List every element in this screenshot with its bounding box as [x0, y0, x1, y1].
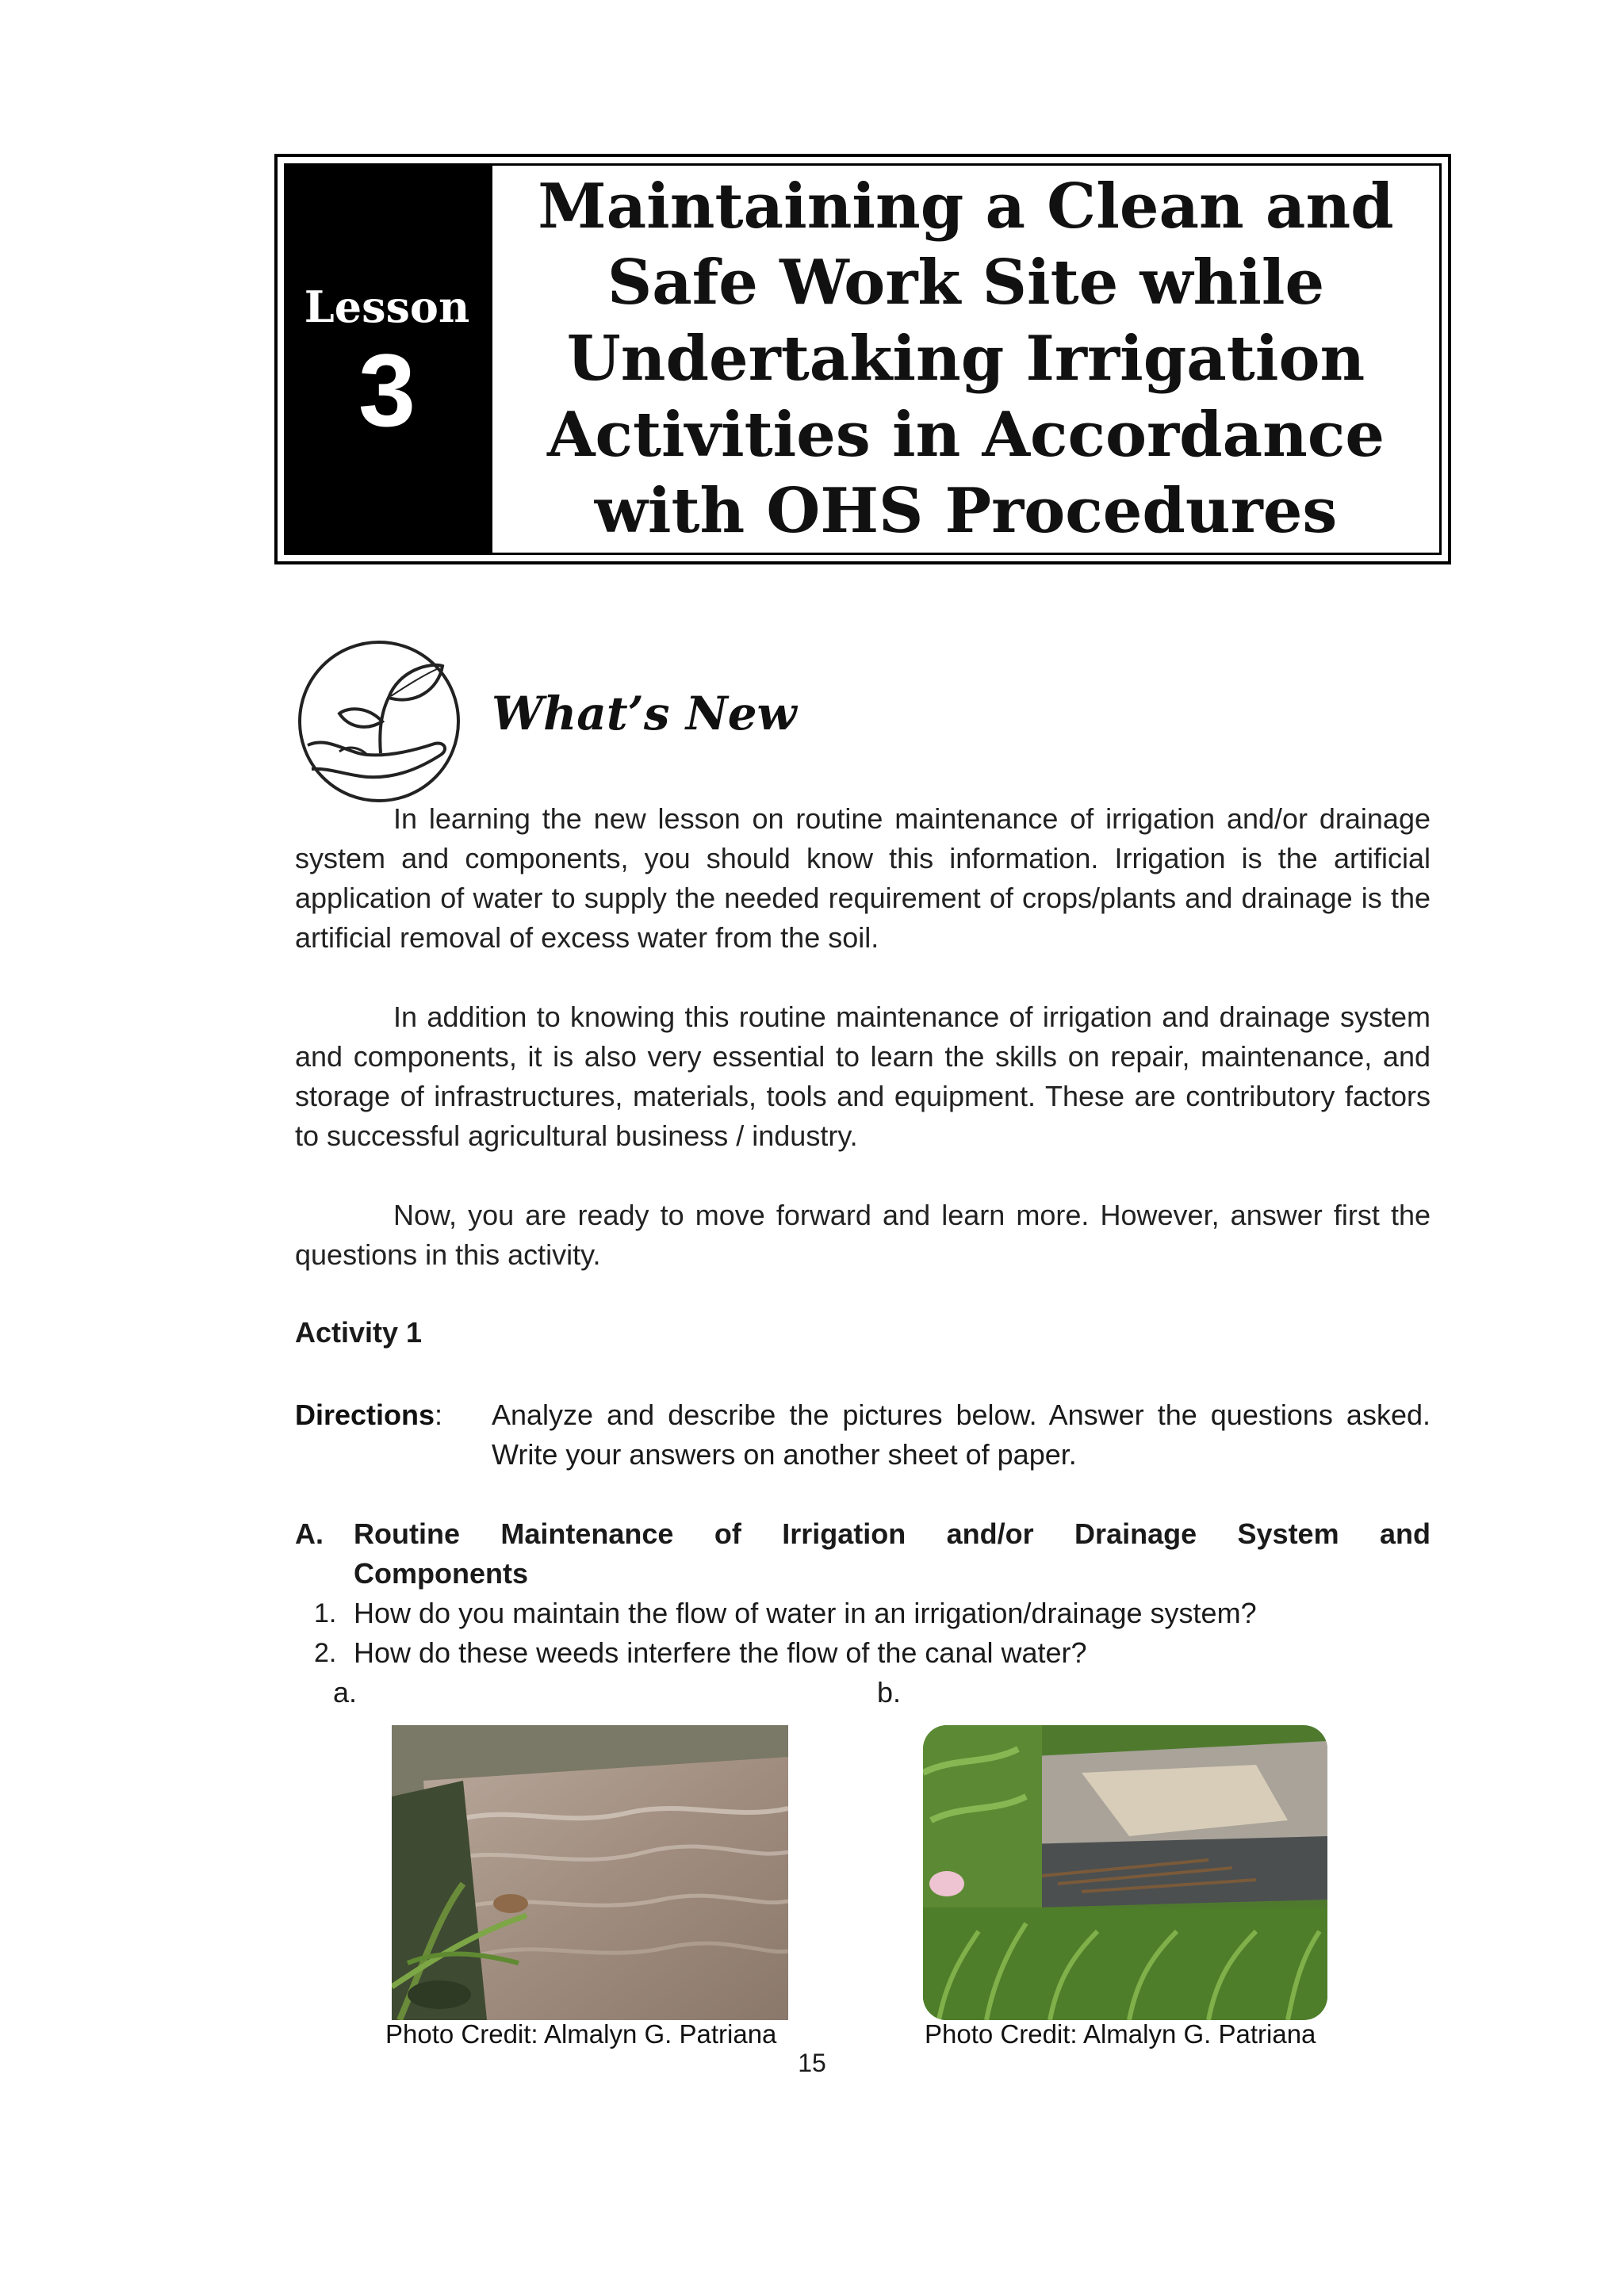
paragraph-text: In learning the new lesson on routine maintenance of irrigation and/or drainage system and components, you should know this information. Irrigation is the artificial application of water to supply the needed requirement of crops/plants and drainage is the artificial removal of excess water from the soil. — [295, 802, 1431, 954]
activity-title: Activity 1 — [295, 1316, 423, 1349]
directions-colon: : — [435, 1399, 443, 1431]
paragraph-intro — [295, 799, 1431, 958]
lesson-title-line: Activities in Accordance — [546, 399, 1385, 471]
question-number: 2. — [314, 1638, 337, 1668]
directions-text: Analyze and describe the pictures below. Answer the questions asked. Write your answers on another sheet of paper. — [492, 1399, 1431, 1471]
photo-canal-flowing-water — [392, 1725, 788, 2020]
lesson-label: Lesson — [304, 281, 470, 332]
section-heading-whats-new: What’s New — [492, 687, 797, 740]
question-number: 1. — [314, 1598, 337, 1628]
question-text: How do you maintain the flow of water in an irrigation/drainage system? — [354, 1597, 1257, 1629]
lesson-number-panel — [286, 166, 490, 553]
lesson-title — [530, 169, 1401, 549]
picture-label-b: b. — [877, 1676, 902, 1709]
paragraph-ready — [295, 1196, 1431, 1275]
paragraph-text: In addition to knowing this routine maintenance of irrigation and drainage system and components, it is also very essential to learn the skills on repair, maintenance, and storage of infrastructures, materials, tools and equipment. These are contributory factors to successful agricultural business / industry. — [295, 1001, 1431, 1152]
section-a-title-line1: Routine Maintenance of Irrigation and/or Drainage System and — [354, 1517, 1431, 1550]
lesson-title-line: with OHS Procedures — [594, 475, 1338, 547]
lesson-header-inner — [284, 163, 1442, 555]
hand-holding-seedling-icon — [292, 634, 466, 809]
lesson-header-box — [274, 154, 1451, 564]
lesson-title-line: Undertaking Irrigation — [566, 323, 1365, 395]
directions-label — [295, 1395, 442, 1435]
question-text: How do these weeds interfere the flow of the canal water? — [354, 1636, 1087, 1669]
lesson-title-line: Safe Work Site while — [607, 247, 1325, 319]
lesson-title-panel — [490, 166, 1439, 553]
photo-credit-b: Photo Credit: Almalyn G. Patriana — [925, 2019, 1316, 2049]
section-a-title-line2: Components — [354, 1557, 528, 1590]
section-a-letter: A. — [295, 1517, 324, 1550]
lesson-number: 3 — [358, 332, 416, 448]
directions-label-text: Directions — [295, 1399, 435, 1431]
paragraph-text: Now, you are ready to move forward and learn more. However, answer first the questions in this activity. — [295, 1199, 1431, 1271]
picture-label-a: a. — [333, 1676, 358, 1709]
photo-credit-a: Photo Credit: Almalyn G. Patriana — [385, 2019, 777, 2049]
photo-canal-with-weeds — [923, 1725, 1327, 2020]
paragraph-addition — [295, 997, 1431, 1156]
lesson-title-line: Maintaining a Clean and — [538, 170, 1394, 243]
page-number: 15 — [798, 2049, 826, 2077]
